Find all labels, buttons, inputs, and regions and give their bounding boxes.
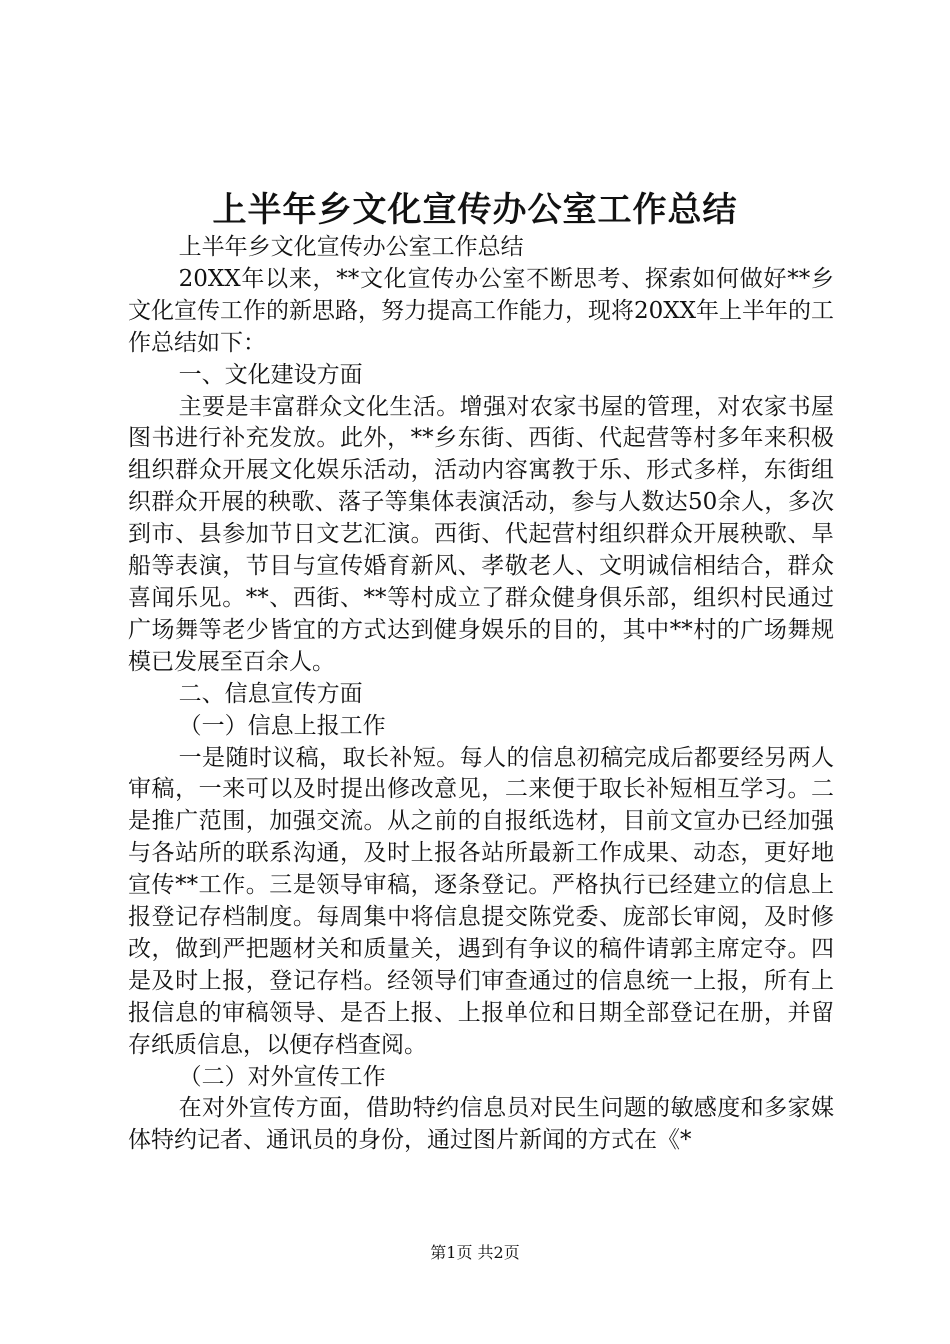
document-body [128, 232, 834, 1157]
document-title: 上半年乡文化宣传办公室工作总结 [212, 190, 738, 230]
subsection-heading-external: （二）对外宣传工作 [178, 1063, 386, 1090]
paragraph-external: 在对外宣传方面，借助特约信息员对民生问题的敏感度和多家媒体特约记者、通讯员的身份，通过图片新闻的方式在《* [128, 1095, 834, 1154]
section-heading-culture: 一、文化建设方面 [178, 361, 363, 388]
paragraph-heading-repeat: 上半年乡文化宣传办公室工作总结 [178, 234, 524, 260]
paragraph-intro: 20XX年以来，**文化宣传办公室不断思考、探索如何做好**乡文化宣传工作的新思路，努力提高工作能力，现将20XX年上半年的工作总结如下： [128, 265, 835, 356]
subsection-heading-reporting: （一）信息上报工作 [178, 712, 386, 739]
page-footer: 第1页 共2页 [430, 1243, 520, 1262]
paragraph-reporting: 一是随时议稿，取长补短。每人的信息初稿完成后都要经另两人审稿，一来可以及时提出修改意见，二来便于取长补短相互学习。二是推广范围，加强交流。从之前的自报纸选材，目前文宣办已经加强与各站所的联系沟通，及时上报各站所最新工作成果、动态，更好地宣传**工作。三是领导审稿，逐条登记。严格执行已经建立的信息上报登记存档制度。每周集中将信息提交陈党委、庞部长审阅，及时修改，做到严把题材关和质量关，遇到有争议的稿件请郭主席定夺。四是及时上报，登记存档。经领导们审查通过的信息统一上报，所有上报信息的审稿领导、是否上报、上报单位和日期全部登记在册，并留存纸质信息，以便存档查阅。 [128, 744, 834, 1058]
section-heading-information: 二、信息宣传方面 [178, 680, 363, 707]
paragraph-culture: 主要是丰富群众文化生活。增强对农家书屋的管理，对农家书屋图书进行补充发放。此外，**乡东街、西街、代起营等村多年来积极组织群众开展文化娱乐活动，活动内容寓教于乐、形式多样，东街组织群众开展的秧歌、落子等集体表演活动，参与人数达50余人，多次到市、县参加节日文艺汇演。西街、代起营村组织群众开展秧歌、旱船等表演，节目与宣传婚育新风、孝敬老人、文明诚信相结合，群众喜闻乐见。**、西街、**等村成立了群众健身俱乐部，组织村民通过广场舞等老少皆宜的方式达到健身娱乐的目的，其中**村的广场舞规模已发展至百余人。 [128, 393, 834, 675]
